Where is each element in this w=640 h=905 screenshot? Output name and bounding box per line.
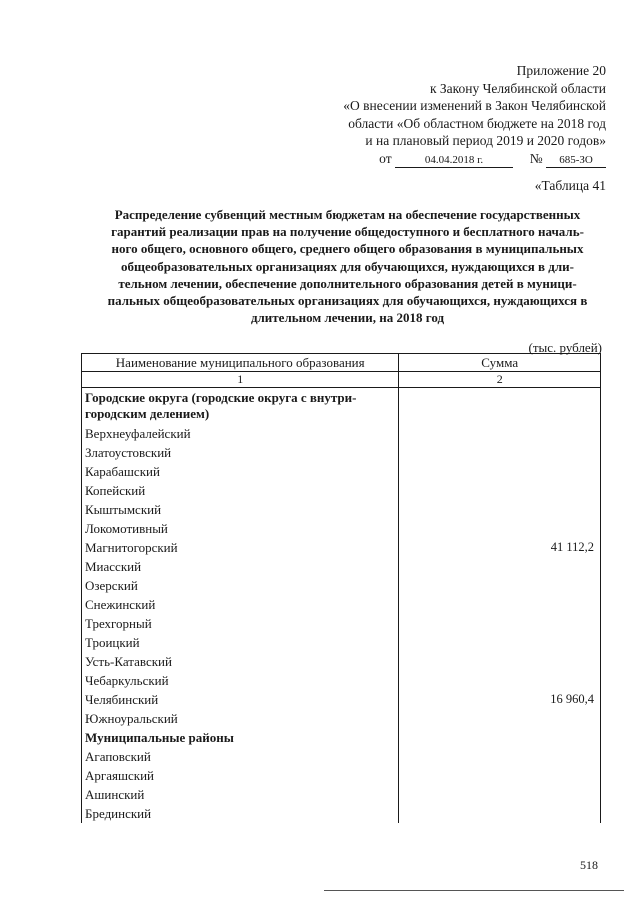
- municipality-sum: [399, 443, 601, 462]
- from-label: от: [379, 150, 392, 166]
- table-row: [82, 766, 601, 785]
- appendix-header: [290, 62, 606, 168]
- table-row: [82, 652, 601, 671]
- title-line: Распределение субвенций местным бюджетам на обеспечение государственных: [114, 207, 581, 222]
- title-line: длительном лечении, на 2018 год: [250, 310, 445, 326]
- table-row: [82, 690, 601, 709]
- municipality-sum: [399, 747, 601, 766]
- municipality-name: Озерский: [82, 576, 399, 595]
- appendix-date-line: [290, 150, 606, 168]
- appendix-law-name-2: области «Об областном бюджете на 2018 год: [348, 115, 606, 131]
- municipality-name: Кыштымский: [82, 500, 399, 519]
- table-row: [82, 576, 601, 595]
- table-row: [82, 538, 601, 557]
- column-number-2: 2: [399, 372, 601, 388]
- municipality-name: Снежинский: [82, 595, 399, 614]
- table-row: [82, 462, 601, 481]
- municipality-sum: [399, 652, 601, 671]
- municipality-sum: [399, 576, 601, 595]
- municipality-sum: [399, 519, 601, 538]
- law-date: 04.04.2018 г.: [395, 153, 513, 168]
- municipality-sum: [399, 709, 601, 728]
- appendix-title: Приложение 20: [516, 63, 606, 78]
- municipality-name: Брединский: [82, 804, 399, 823]
- municipality-name: Карабашский: [82, 462, 399, 481]
- table-row: [82, 709, 601, 728]
- municipality-name: Аргаяшский: [82, 766, 399, 785]
- group-sum: [399, 728, 601, 747]
- document-title: [90, 206, 605, 326]
- table-row: [82, 595, 601, 614]
- table-row: [82, 443, 601, 462]
- municipality-name: Челябинский: [82, 690, 399, 709]
- municipality-sum: [399, 424, 601, 443]
- title-line: пальных общеобразовательных организациях для обучающихся, нуждающихся в: [107, 293, 588, 309]
- appendix-law-name-3: и на плановый период 2019 и 2020 годов»: [365, 133, 606, 148]
- municipality-name: Троицкий: [82, 633, 399, 652]
- law-number: 685-ЗО: [546, 153, 606, 168]
- table-row: [82, 785, 601, 804]
- appendix-law: к Закону Челябинской области: [429, 80, 606, 96]
- municipality-sum: 41 112,2: [399, 538, 601, 557]
- group-row-municipal-districts: [82, 728, 601, 747]
- table-row: [82, 557, 601, 576]
- table-row: [82, 424, 601, 443]
- table-row: [82, 804, 601, 823]
- table-row: [82, 481, 601, 500]
- table-row: [82, 747, 601, 766]
- municipality-sum: [399, 462, 601, 481]
- column-number-1: 1: [82, 372, 399, 388]
- municipality-sum: [399, 500, 601, 519]
- municipality-name: Усть-Катавский: [82, 652, 399, 671]
- table-row: [82, 671, 601, 690]
- municipality-name: Ашинский: [82, 785, 399, 804]
- municipality-name: Верхнеуфалейский: [82, 424, 399, 443]
- municipality-sum: [399, 481, 601, 500]
- table-header-row: [82, 354, 601, 372]
- table-label: «Таблица 41: [534, 178, 606, 193]
- group-sum: [399, 388, 601, 425]
- municipality-sum: [399, 633, 601, 652]
- municipality-sum: [399, 595, 601, 614]
- table-row: [82, 519, 601, 538]
- group-name: Муниципальные районы: [82, 728, 399, 747]
- appendix-law-name-1: «О внесении изменений в Закон Челябинской: [343, 98, 606, 113]
- table-row: [82, 633, 601, 652]
- title-line: тельном лечении, обеспечение дополнительного образования детей в муници-: [118, 275, 577, 291]
- page-number: 518: [580, 858, 598, 872]
- subvention-table: [81, 353, 601, 823]
- municipality-name: Чебаркульский: [82, 671, 399, 690]
- group-name-line: городским делением): [85, 406, 210, 421]
- municipality-sum: 16 960,4: [399, 690, 601, 709]
- footer-rule: [324, 890, 624, 891]
- column-header-name: Наименование муниципального образования: [82, 354, 399, 372]
- municipality-name: Агаповский: [82, 747, 399, 766]
- group-name: [82, 388, 399, 425]
- municipality-sum: [399, 785, 601, 804]
- title-line: гарантий реализации прав на получение общедоступного и бесплатного началь-: [111, 224, 584, 240]
- table-row: [82, 614, 601, 633]
- municipality-name: Трехгорный: [82, 614, 399, 633]
- municipality-sum: [399, 766, 601, 785]
- column-number-row: [82, 372, 601, 388]
- column-header-sum: Сумма: [399, 354, 601, 372]
- group-row-city-districts: [82, 388, 601, 425]
- number-label: №: [529, 150, 543, 166]
- title-line: общеобразовательных организациях для обучающихся, нуждающихся в дли-: [121, 258, 574, 274]
- municipality-sum: [399, 557, 601, 576]
- title-line: ного общего, основного общего, среднего общего образования в муниципальных: [111, 241, 584, 257]
- municipality-name: Копейский: [82, 481, 399, 500]
- municipality-name: Магнитогорский: [82, 538, 399, 557]
- table-row: [82, 500, 601, 519]
- group-name-line: Городские округа (городские округа с внутри-: [85, 390, 357, 405]
- municipality-name: Златоустовский: [82, 443, 399, 462]
- municipality-name: Миасский: [82, 557, 399, 576]
- municipality-name: Южноуральский: [82, 709, 399, 728]
- municipality-sum: [399, 804, 601, 823]
- units-label: (тыс. рублей): [528, 340, 602, 355]
- municipality-sum: [399, 614, 601, 633]
- municipality-sum: [399, 671, 601, 690]
- municipality-name: Локомотивный: [82, 519, 399, 538]
